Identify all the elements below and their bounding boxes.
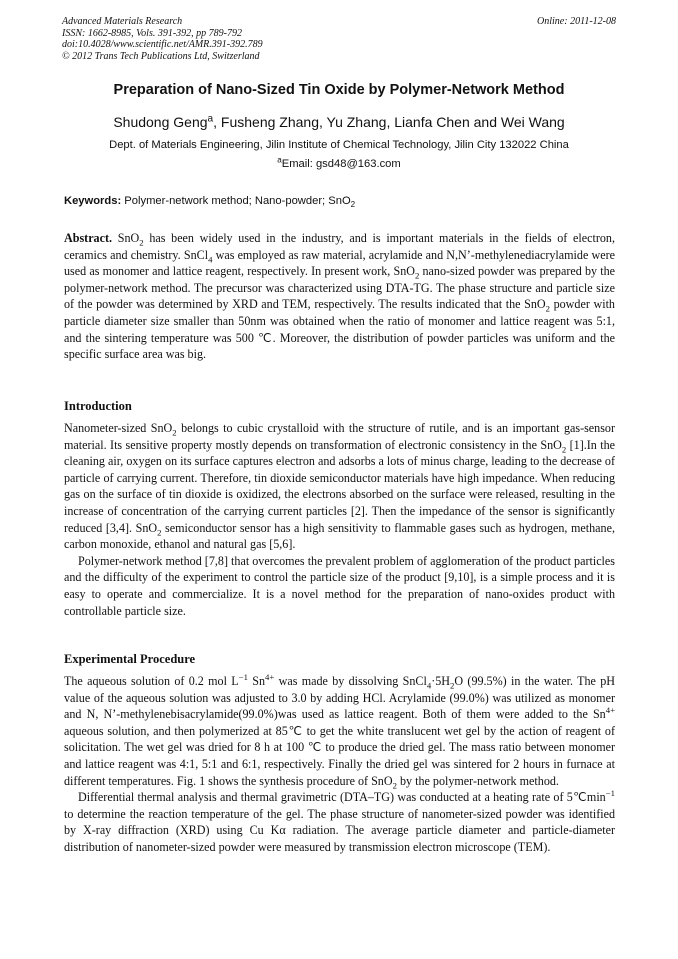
exp-text-9: to determine the reaction temperature of the gel. The phase structure of nanometer-sized powder was identified by X-ray diffraction (XRD) using Cu Kα radiation. The average particle diameter and particle-diameter distribution of nanometer-sized powder were measured by transmission electron microscope (TEM).	[64, 806, 615, 854]
experimental-heading: Experimental Procedure	[64, 652, 196, 666]
abstract-sub-3: 2	[414, 270, 420, 281]
keywords-label: Keywords:	[64, 195, 122, 207]
exp-text-8: Differential thermal analysis and thermal gravimetric (DTA–TG) was conducted at a heating rate of 5℃min	[78, 790, 606, 805]
exp-text-3: was made by dissolving SnCl	[274, 674, 427, 688]
abstract-text-4: nano-sized powder was prepared by the polymer-network method. The precursor was characterized using DTA-TG. The phase structure and particle size of the powder was determined by XRD and TEM, respectively. The results indicated that the SnO	[64, 264, 615, 312]
intro-text-2: belongs to cubic crystalloid with the structure of rutile, and is an important gas-sensor material. Its sensitive property mostly depends on transformation of electronic consistency in the SnO	[64, 421, 616, 452]
abstract-sub-4: 2	[545, 303, 550, 314]
intro-sub-1: 2	[172, 427, 177, 438]
exp-text-6: aqueous solution, and then polymerized at 85℃ to get the white translucent wet gel by the action of reagent of solicitation. The wet gel was dried for 8 h at 100 ℃ to produce the dried gel. The mass ratio between monomer and lattice reagent was 4:1, 5:1 and 6:1, respectively. Finally the dried gel was sintered for 2 hours in furnace at different temperatures. Fig. 1 shows the synthesis procedure of SnO	[64, 723, 615, 788]
journal-header	[62, 16, 616, 62]
intro-text-1: Nanometer-sized SnO	[64, 421, 173, 435]
paper-title: Preparation of Nano-Sized Tin Oxide by Polymer-Network Method	[113, 82, 565, 98]
email-mark: a	[277, 155, 282, 165]
affiliation: Dept. of Materials Engineering, Jilin Institute of Chemical Technology, Jilin City 132022 China	[109, 139, 569, 151]
exp-sub-1: 4	[426, 680, 432, 691]
abstract-sub-1: 2	[139, 237, 144, 248]
email-text: Email: gsd48@163.com	[281, 158, 401, 170]
exp-sub-2: 2	[450, 680, 455, 691]
online-date: Online: 2011-12-08	[537, 16, 616, 27]
exp-text-4: ·5H	[431, 674, 451, 688]
author-rest: , Fusheng Zhang, Yu Zhang, Lianfa Chen and Wei Wang	[213, 114, 565, 130]
keywords	[64, 195, 616, 210]
abstract-sub-2: 4	[208, 254, 213, 264]
intro-paragraph-1	[64, 420, 615, 553]
author-mark: a	[207, 113, 214, 125]
email-line	[40, 155, 638, 170]
exp-paragraph-2	[64, 789, 615, 855]
author-first: Shudong Geng	[113, 114, 208, 130]
copyright-line: © 2012 Trans Tech Publications Ltd, Switzerland	[62, 50, 260, 62]
abstract-text-2: has been widely used in the industry, and is important materials in the fields of electron, ceramics and chemistry. SnCl	[64, 231, 616, 262]
exp-sup-1: −1	[238, 671, 248, 682]
exp-sup-4: −1	[605, 788, 615, 799]
exp-sup-2: 4+	[265, 671, 275, 682]
exp-text-1: The aqueous solution of 0.2 mol L	[64, 674, 239, 688]
intro-text-4: semiconductor sensor has a high sensitivity to flammable gases such as hydrogen, methane, carbon monoxide, ethanol and natural gas [5,6].	[64, 520, 615, 552]
abstract-label: Abstract.	[64, 231, 113, 245]
exp-sup-3: 4+	[605, 705, 615, 716]
exp-paragraph-1	[64, 673, 615, 789]
keywords-sub: 2	[350, 200, 356, 210]
issn-line: ISSN: 1662-8985, Vols. 391-392, pp 789-792	[62, 27, 242, 39]
abstract	[64, 230, 615, 363]
abstract-text-5: powder with particle diameter size smaller than 50nm was obtained when the ratio of monomer and lattice reagent was 5:1, and the sintering temperature was 500 ℃. Moreover, the distribution of powder particles was uniform and the specific surface area was big.	[64, 297, 615, 362]
abstract-text-1: SnO	[112, 231, 140, 245]
introduction-section	[64, 420, 615, 619]
experimental-section	[64, 673, 615, 856]
intro-sub-2: 2	[561, 444, 567, 454]
author-list	[40, 114, 638, 130]
keywords-text: Polymer-network method; Nano-powder; SnO	[121, 195, 351, 207]
exp-text-2: Sn	[247, 674, 266, 688]
journal-name: Advanced Materials Research	[62, 16, 183, 27]
intro-paragraph-2: Polymer-network method [7,8] that overcomes the prevalent problem of agglomeration of the product particles and the difficulty of the experiment to control the particle size of the product [9,10], is a simple process and it is easy to operate and commercialize. It is a novel method for the preparation of nano-oxides product with controllable particle size.	[64, 553, 615, 618]
intro-text-3: [1].In the cleaning air, oxygen on its surface captures electron and adsorbs a lots of minus charge, leading to the decrease of particle of carrying current. Therefore, tin dioxide semiconductor materials have high impedance. When reducing gas on the surface of tin dioxide is oxidized, the electrons absorbed on the surface were released, resulting in the increase of concentration of the carrying current particles [2]. Then the impedance of the sensor is significantly reduced [3,4]. SnO	[64, 437, 615, 535]
exp-text-7: by the polymer-network method.	[396, 773, 559, 788]
exp-sub-3: 2	[392, 779, 397, 790]
introduction-heading: Introduction	[64, 399, 132, 413]
doi-line: doi:10.4028/www.scientific.net/AMR.391-392.789	[62, 39, 263, 50]
exp-text-5: O (99.5%) in the water. The pH value of the aqueous solution was adjusted to 3.0 by adding HCl. Acrylamide (99.0%) was utilized as monomer and N, N’-methylenebisacrylamide(99.0%)was used as lattice reagent. Both of them were added to the Sn	[64, 674, 616, 722]
intro-sub-3: 2	[157, 526, 162, 537]
abstract-text-3: was employed as raw material, acrylamide and N,N’-methylenediacrylamide were used as monomer and lattice reagent, respectively. In present work, SnO	[64, 247, 615, 279]
